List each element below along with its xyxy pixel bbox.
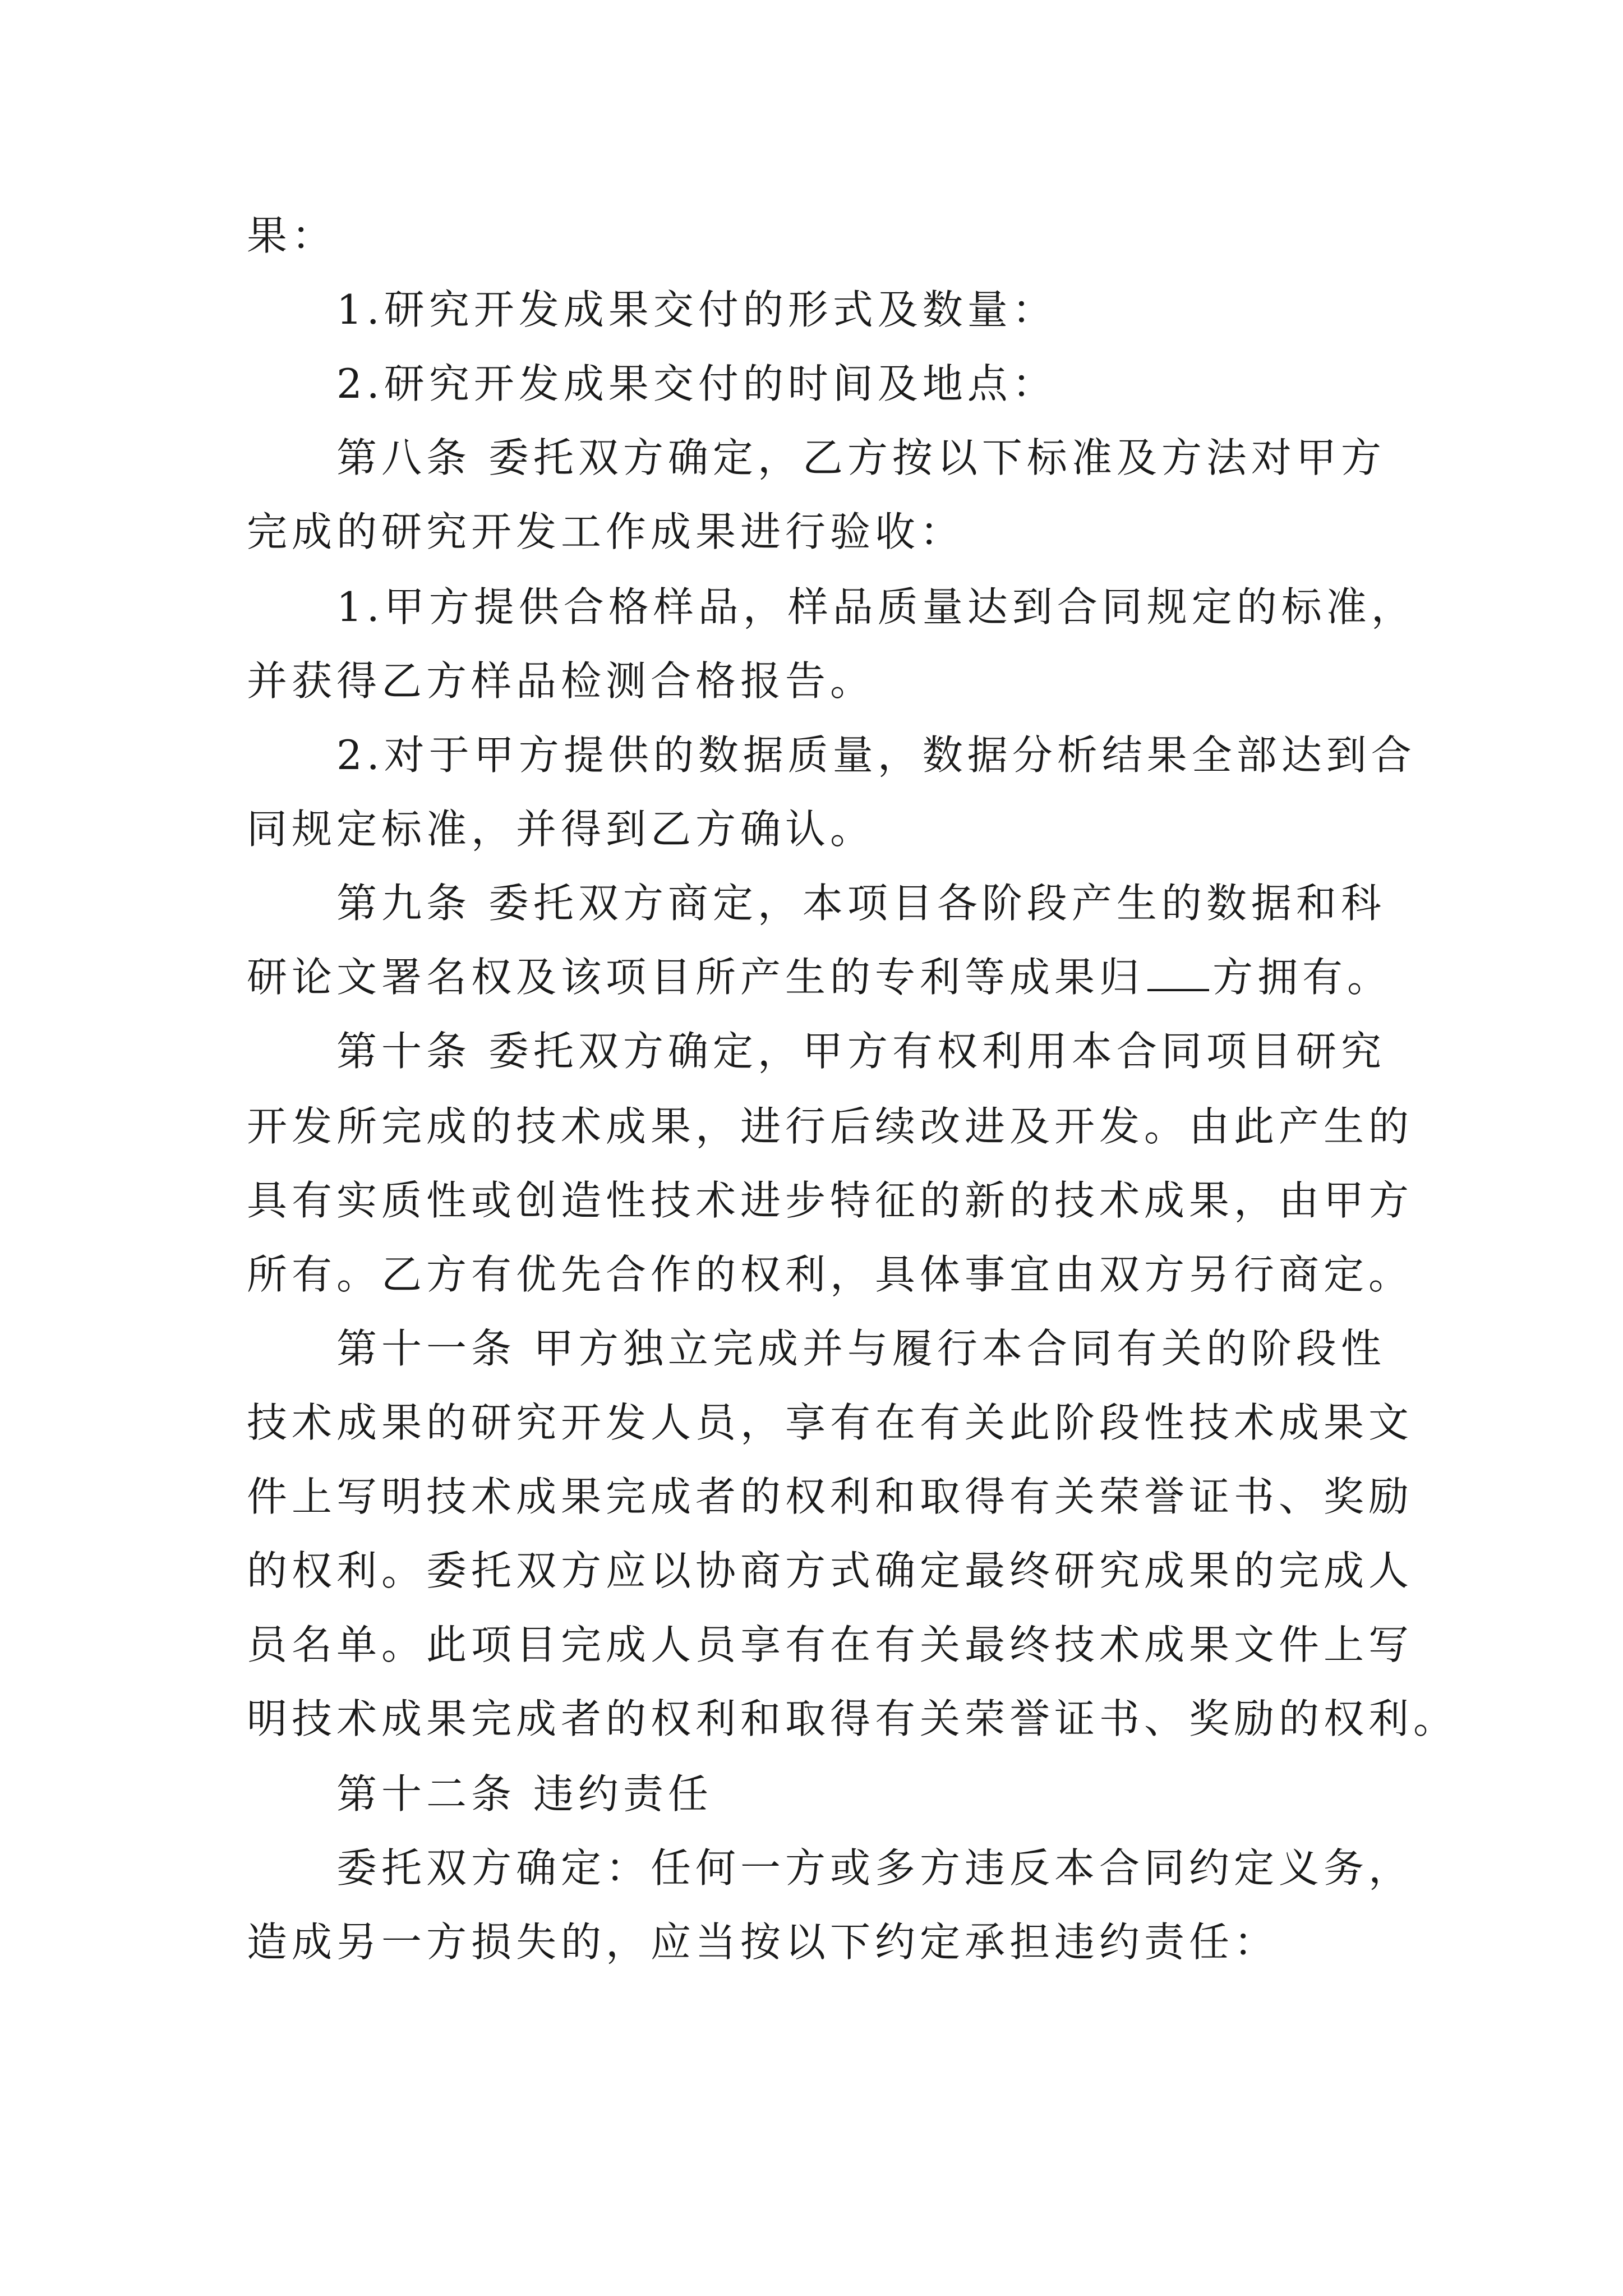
text-segment: 方拥有。 [1212, 954, 1393, 1001]
text-line: 具有实质性或创造性技术进步特征的新的技术成果，由甲方 [247, 1177, 1414, 1224]
text-line: 完成的研究开发工作成果进行验收： [247, 508, 965, 555]
text-line: 员名单。此项目完成人员享有在有关最终技术成果文件上写 [247, 1621, 1414, 1668]
text-line: 所有。乙方有优先合作的权利，具体事宜由双方另行商定。 [247, 1251, 1414, 1298]
text-line: 并获得乙方样品检测合格报告。 [247, 657, 875, 705]
text-line: 2.研究开发成果交付的时间及地点： [336, 360, 1057, 407]
text-segment: 研论文署名权及该项目所产生的专利等成果归 [247, 954, 1145, 1001]
text-line: 的权利。委托双方应以协商方式确定最终研究成果的完成人 [247, 1547, 1414, 1594]
article-10-heading: 第十条 委托双方确定，甲方有权利用本合同项目研究 [336, 1028, 1386, 1075]
article-8-heading: 第八条 委托双方确定，乙方按以下标准及方法对甲方 [336, 434, 1386, 481]
text-line: 1.甲方提供合格样品，样品质量达到合同规定的标准， [336, 583, 1416, 631]
article-12-heading: 第十二条 违约责任 [336, 1770, 713, 1818]
article-9-heading: 第九条 委托双方商定，本项目各阶段产生的数据和科 [336, 880, 1386, 927]
text-line: 2.对于甲方提供的数据质量，数据分析结果全部达到合 [336, 731, 1416, 779]
text-line: 委托双方确定：任何一方或多方违反本合同约定义务， [336, 1844, 1414, 1892]
text-line: 开发所完成的技术成果，进行后续改进及开发。由此产生的 [247, 1103, 1414, 1150]
article-11-heading: 第十一条 甲方独立完成并与履行本合同有关的阶段性 [336, 1325, 1386, 1372]
text-line: 1.研究开发成果交付的形式及数量： [336, 286, 1057, 333]
fill-in-blank [1147, 952, 1209, 991]
text-line: 果： [247, 212, 337, 259]
text-line: 同规定标准，并得到乙方确认。 [247, 806, 875, 853]
text-line: 件上写明技术成果完成者的权利和取得有关荣誉证书、奖励 [247, 1473, 1414, 1520]
text-line: 技术成果的研究开发人员，享有在有关此阶段性技术成果文 [247, 1399, 1414, 1446]
text-line-with-blank [247, 950, 1392, 1004]
text-line: 造成另一方损失的，应当按以下约定承担违约责任： [247, 1918, 1279, 1966]
text-line: 明技术成果完成者的权利和取得有关荣誉证书、奖励的权利。 [247, 1695, 1459, 1742]
